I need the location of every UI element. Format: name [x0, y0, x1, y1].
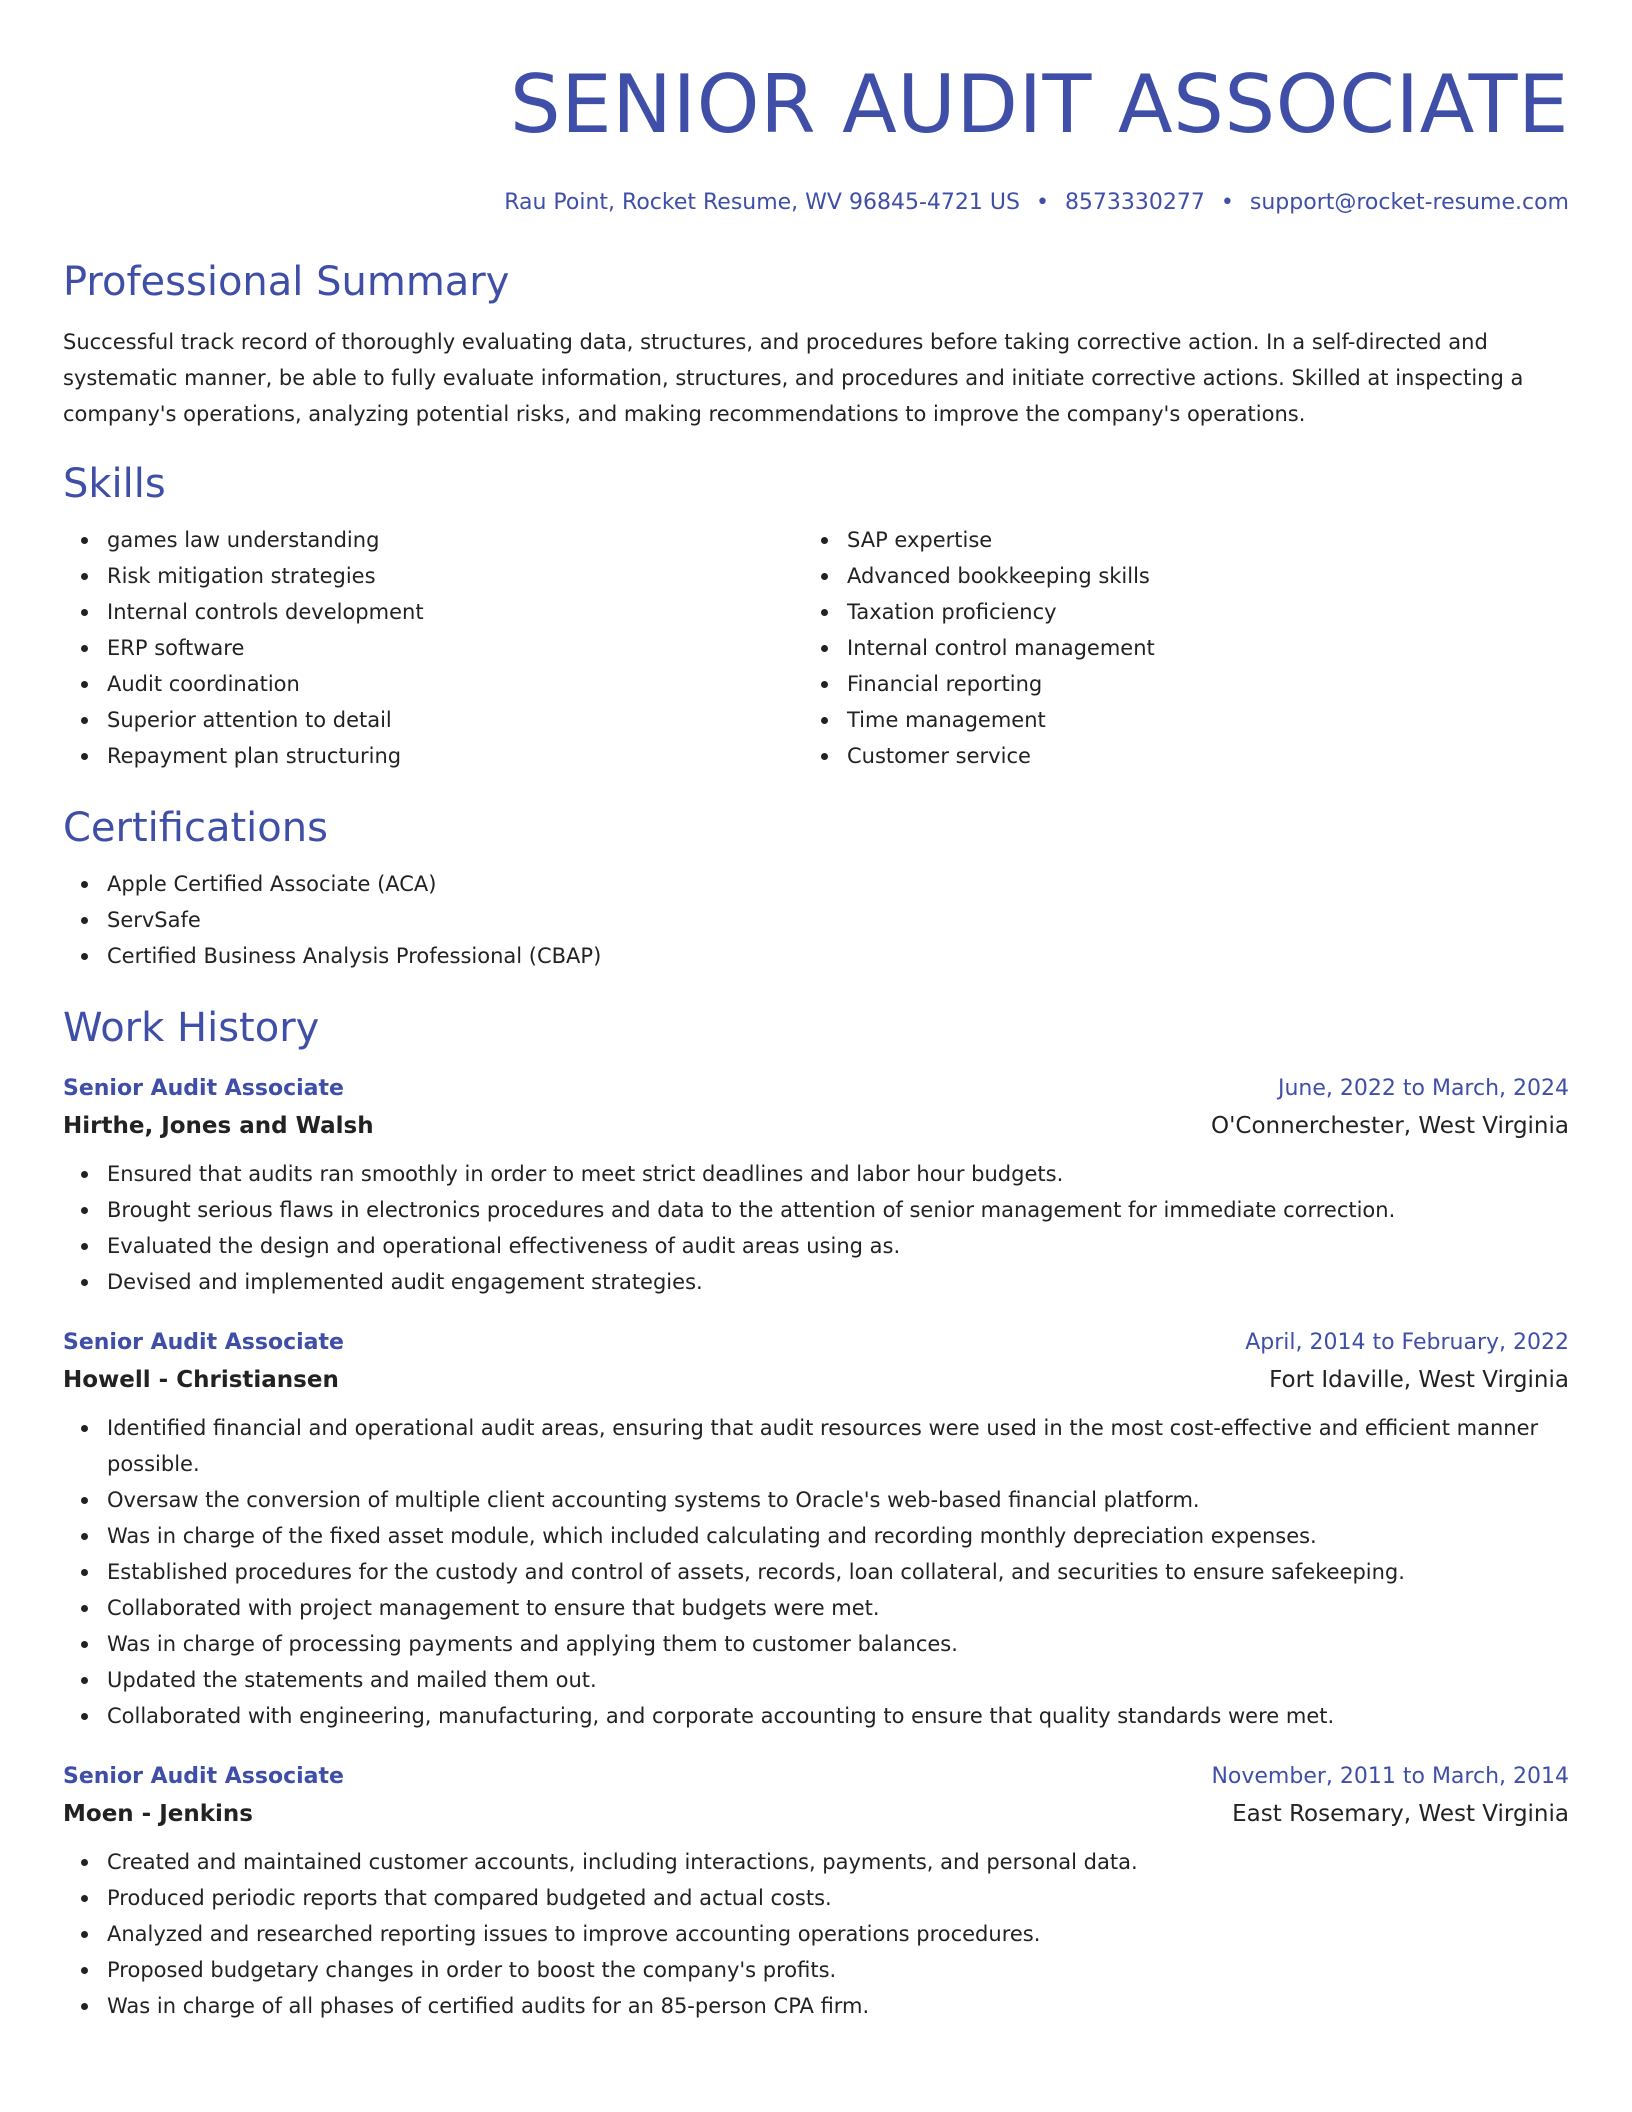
job-title-row [63, 1326, 1569, 1360]
job-duty: Was in charge of all phases of certified audits for an 85-person CPA firm. [107, 1988, 1569, 2024]
skills-heading: Skills [63, 461, 166, 507]
job-location: East Rosemary, West Virginia [1232, 1801, 1569, 1827]
job-duty: Oversaw the conversion of multiple client accounting systems to Oracle's web-based financial platform. [107, 1482, 1569, 1518]
contact-address: Rau Point, Rocket Resume, WV 96845-4721 US [504, 190, 1020, 215]
job-entry [63, 1326, 1569, 1734]
job-duty: Updated the statements and mailed them out. [107, 1662, 1569, 1698]
job-duty: Collaborated with project management to ensure that budgets were met. [107, 1590, 1569, 1626]
contact-line [63, 188, 1569, 218]
contact-email: support@rocket-resume.com [1249, 190, 1569, 215]
job-duty: Created and maintained customer accounts, including interactions, payments, and personal data. [107, 1844, 1569, 1880]
job-entry [63, 1072, 1569, 1300]
page-title: SENIOR AUDIT ASSOCIATE [509, 58, 1569, 151]
job-company: Moen - Jenkins [63, 1801, 253, 1827]
job-duty: Established procedures for the custody and control of assets, records, loan collateral, and securities to ensure safekeeping. [107, 1554, 1569, 1590]
certification-item: ServSafe [107, 902, 1569, 938]
job-duty: Collaborated with engineering, manufacturing, and corporate accounting to ensure that quality standards were met. [107, 1698, 1569, 1734]
job-title-row [63, 1072, 1569, 1106]
skills-grid [63, 522, 1569, 774]
certifications-heading: Certifications [63, 805, 328, 851]
skills-column-right [803, 522, 1543, 774]
skill-item: Advanced bookkeeping skills [847, 558, 1543, 594]
contact-phone: 8573330277 [1064, 190, 1205, 215]
job-title-row [63, 1760, 1569, 1794]
job-duties-list [63, 1410, 1569, 1734]
job-company-row [63, 1106, 1569, 1146]
job-duty: Ensured that audits ran smoothly in order to meet strict deadlines and labor hour budgets. [107, 1156, 1569, 1192]
job-title: Senior Audit Associate [63, 1330, 344, 1355]
skill-item: ERP software [107, 630, 803, 666]
job-duty: Produced periodic reports that compared budgeted and actual costs. [107, 1880, 1569, 1916]
summary-heading: Professional Summary [63, 259, 510, 305]
job-company: Hirthe, Jones and Walsh [63, 1113, 374, 1139]
skill-item: Risk mitigation strategies [107, 558, 803, 594]
skill-item: Customer service [847, 738, 1543, 774]
skill-item: Repayment plan structuring [107, 738, 803, 774]
job-dates: April, 2014 to February, 2022 [1245, 1330, 1569, 1355]
job-duty: Analyzed and researched reporting issues to improve accounting operations procedures. [107, 1916, 1569, 1952]
job-dates: November, 2011 to March, 2014 [1211, 1764, 1569, 1789]
job-duty: Brought serious flaws in electronics procedures and data to the attention of senior management for immediate correction. [107, 1192, 1569, 1228]
skill-item: SAP expertise [847, 522, 1543, 558]
skills-section [63, 460, 1569, 774]
certification-item: Apple Certified Associate (ACA) [107, 866, 1569, 902]
job-dates: June, 2022 to March, 2024 [1278, 1076, 1569, 1101]
job-duty: Evaluated the design and operational effectiveness of audit areas using as. [107, 1228, 1569, 1264]
resume-header [63, 58, 1569, 218]
skill-item: Internal controls development [107, 594, 803, 630]
certifications-section [63, 804, 1569, 974]
skills-list-right [803, 522, 1543, 774]
skills-column-left [63, 522, 803, 774]
job-duty: Was in charge of processing payments and applying them to customer balances. [107, 1626, 1569, 1662]
skill-item: Time management [847, 702, 1543, 738]
certifications-list [63, 866, 1569, 974]
job-company-row [63, 1794, 1569, 1834]
job-title: Senior Audit Associate [63, 1764, 344, 1789]
job-duty: Devised and implemented audit engagement strategies. [107, 1264, 1569, 1300]
job-entry [63, 1760, 1569, 2024]
certification-item: Certified Business Analysis Professional (CBAP) [107, 938, 1569, 974]
job-company: Howell - Christiansen [63, 1367, 339, 1393]
skill-item: Audit coordination [107, 666, 803, 702]
job-location: Fort Idaville, West Virginia [1269, 1367, 1569, 1393]
job-duty: Was in charge of the fixed asset module, which included calculating and recording monthly depreciation expenses. [107, 1518, 1569, 1554]
skill-item: Financial reporting [847, 666, 1543, 702]
skill-item: games law understanding [107, 522, 803, 558]
job-duty: Proposed budgetary changes in order to boost the company's profits. [107, 1952, 1569, 1988]
skills-list-left [63, 522, 803, 774]
skill-item: Internal control management [847, 630, 1543, 666]
contact-separator: • [1220, 190, 1234, 215]
skill-item: Taxation proficiency [847, 594, 1543, 630]
work-history-heading: Work History [63, 1005, 320, 1051]
summary-section [63, 258, 1569, 432]
work-history-section [63, 1004, 1569, 2024]
job-company-row [63, 1360, 1569, 1400]
contact-separator: • [1035, 190, 1049, 215]
job-duties-list [63, 1844, 1569, 2024]
skill-item: Superior attention to detail [107, 702, 803, 738]
job-title: Senior Audit Associate [63, 1076, 344, 1101]
job-location: O'Connerchester, West Virginia [1211, 1113, 1569, 1139]
job-duty: Identified financial and operational audit areas, ensuring that audit resources were used in the most cost-effective and efficient manner possible. [107, 1410, 1569, 1482]
job-duties-list [63, 1156, 1569, 1300]
summary-text: Successful track record of thoroughly evaluating data, structures, and procedures before taking corrective action. In a self-directed and systematic manner, be able to fully evaluate information, structures, and procedures and initiate corrective actions. Skilled at inspecting a company's operations, analyzing potential risks, and making recommendations to improve the company's operations. [63, 330, 1524, 426]
